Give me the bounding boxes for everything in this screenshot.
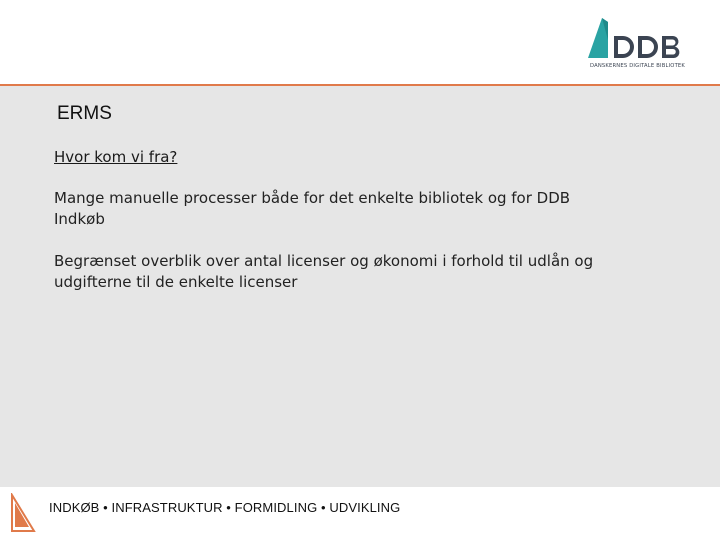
ddb-logo-icon	[586, 16, 696, 62]
slide-subtitle: Hvor kom vi fra?	[54, 148, 178, 166]
footer-tagline: INDKØB • INFRASTRUKTUR • FORMIDLING • UDVIKLING	[49, 500, 401, 515]
slide-title: ERMS	[57, 103, 112, 124]
paragraph-2: Begrænset overblik over antal licenser og økonomi i forhold til udlån og udgifterne til de enkelte licenser	[54, 252, 594, 291]
logo-tagline: DANSKERNES DIGITALE BIBLIOTEK	[590, 63, 686, 69]
paragraph-1: Mange manuelle processer både for det enkelte bibliotek og for DDB Indkøb	[54, 189, 571, 228]
footer-triangle-icon	[8, 493, 38, 535]
